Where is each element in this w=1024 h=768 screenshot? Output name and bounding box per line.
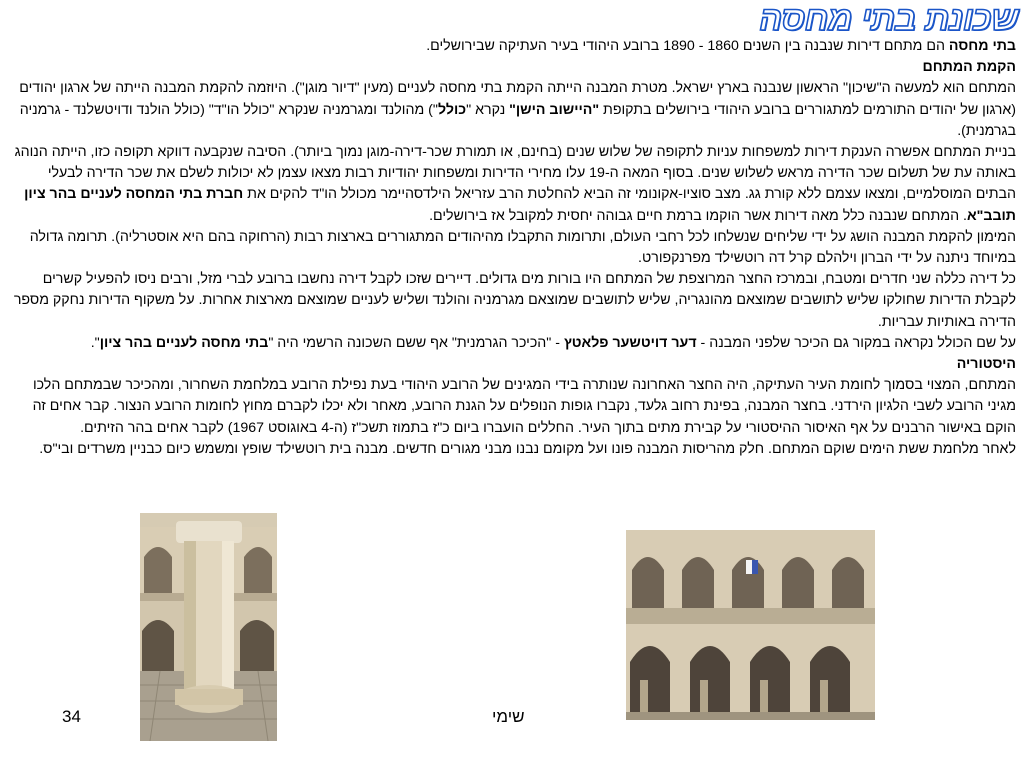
- column-courtyard-image: [140, 513, 277, 741]
- intro-paragraph: [10, 36, 1016, 57]
- history-paragraph-1: המתחם, המצוי בסמוך לחומת העיר העתיקה, היה החצר האחרונה שנותרה בידי המגינים של הרובע היהודי בעת נפילת הרובע במלחמת השחרור, ומהכיכר שבמתחם הלכו מגיני הרובע לשבי הלגיון הירדני. בחצר המבנה, בפינת רחוב גלעד, נקברו גופות הנופלים על הגנת הרובע, מאחר ולא יכלו לקברם מחוץ לחומות הרובע הנצור. קבר אחים זה הוקם באישור הרבנים על אף האיסור ההיסטורי על קבירת מתים בתוך העיר. החללים הועברו ביום כ"ז בתמוז תשכ"ז (ה-4 באוגוסט 1967) לקבר אחים בהר הזיתים.: [32, 377, 1016, 436]
- establishment-paragraph-3: המימון להקמת המבנה הושג על ידי שליחים שנשלחו לכל רחבי העולם, ותרומות התקבלו מהיהודים המתגוררים בארצות רבות (הרחוקה בהם היא אוסטרליה). תרומה גדולה במיוחד ניתנה על ידי הברון וילהלם קרל דה רוטשילד מפרנקפורט.: [29, 228, 1016, 267]
- history-paragraph-2: לאחר מלחמת ששת הימים שוקם המתחם. חלק מהריסות המבנה פונו ועל מקומם נבנו מבני מגורים חדשים. מבנה בית רוטשילד שופץ ומשמש כיום כבניין משרדים ובי"ס.: [39, 440, 1016, 457]
- establishment-paragraph-2: בניית המתחם אפשרה הענקת דירות למשפחות עניות לתקופה של שלוש שנים (בחינם, או תמורת שכר-דירה-מוגן נמוך ביותר). הסיבה שנקבעה דווקא תקופה כזו, הייתה הנוהג באותה עת של תשלום שכר הדירה מראש לשלוש שנים. בסוף המאה ה-19 עלו מחירי הדירות ומשפחות יהודיות רבות מצאו עצמן לא יכולות לשלם את שכר הדירה לבעלי הבתים המוסלמיים, ומצאו עצמם ללא קורת גג. מצב סוציו-אקונומי זה הביא להחלטת הרב עזריאל הילדסהיימר מכולל הו"ד להקים את חברת בתי המחסה לעניים בהר ציון תובב"א. המתחם שנבנה כלל מאה דירות אשר הוקמו ברמת חיים גבוהה יחסית למקובל אז בירושלים.: [14, 144, 1016, 224]
- arcade-building-photo: [626, 530, 875, 720]
- establishment-paragraph-4: כל דירה כללה שני חדרים ומטבח, ובמרכז החצר המרוצפת של המתחם היו בורות מים גדולים. דיירים שזכו לקבל דירה נחשבו ברובע לברי מזל, ורבים ניסו להפעיל קשרים לקבלת הדירות שחולקו שליש לתושבים שמוצאם מהונגריה, שליש לתושבים שמוצאם מגרמניה והולנד ושליש לעניים שמוצאם מארצות אחרות. על משקוף הדירות נחקק מספר הדירה באותיות עבריות.: [13, 271, 1016, 330]
- arcade-building-image: [626, 530, 875, 720]
- section-heading-history: היסטוריה: [956, 356, 1016, 373]
- intro-bold: בתי מחסה: [948, 38, 1016, 54]
- page-title: שכונת בתי מחסה: [759, 0, 1018, 38]
- establishment-paragraph-5: על שם הכולל נקראה במקור גם הכיכר שלפני המבנה - דער דויטשער פלאטץ - "הכיכר הגרמנית" אף ששם השכונה הרשמי היה "בתי מחסה לעניים בהר ציון".: [90, 334, 1016, 351]
- intro-text: הם מתחם דירות שנבנה בין השנים 1860 - 1890 ברובע היהודי בעיר העתיקה שבירושלים.: [426, 38, 949, 54]
- section-heading-establishment: הקמת המתחם: [922, 59, 1016, 76]
- establishment-paragraph-1: המתחם הוא למעשה ה"שיכון" הראשון שנבנה בארץ ישראל. מטרת המבנה הייתה הקמת בתי מחסה לעניים (מעין "דיור מוגן"). היוזמה להקמת המבנה הייתה של ארגון יהודים (ארגון של יהודים התורמים למתגוררים ברובע היהודי בירושלים בתקופת "היישוב הישן" נקרא "כולל") מהולנד ומגרמניה שנקרא "כולל הו"ד" (כולל הולנד ודויטשלנד - גרמניה בגרמנית).: [19, 80, 1016, 139]
- article-body: [10, 36, 1016, 460]
- author-name: שימי: [492, 707, 525, 726]
- page-number: 34: [62, 707, 81, 726]
- column-courtyard-photo: [140, 513, 277, 741]
